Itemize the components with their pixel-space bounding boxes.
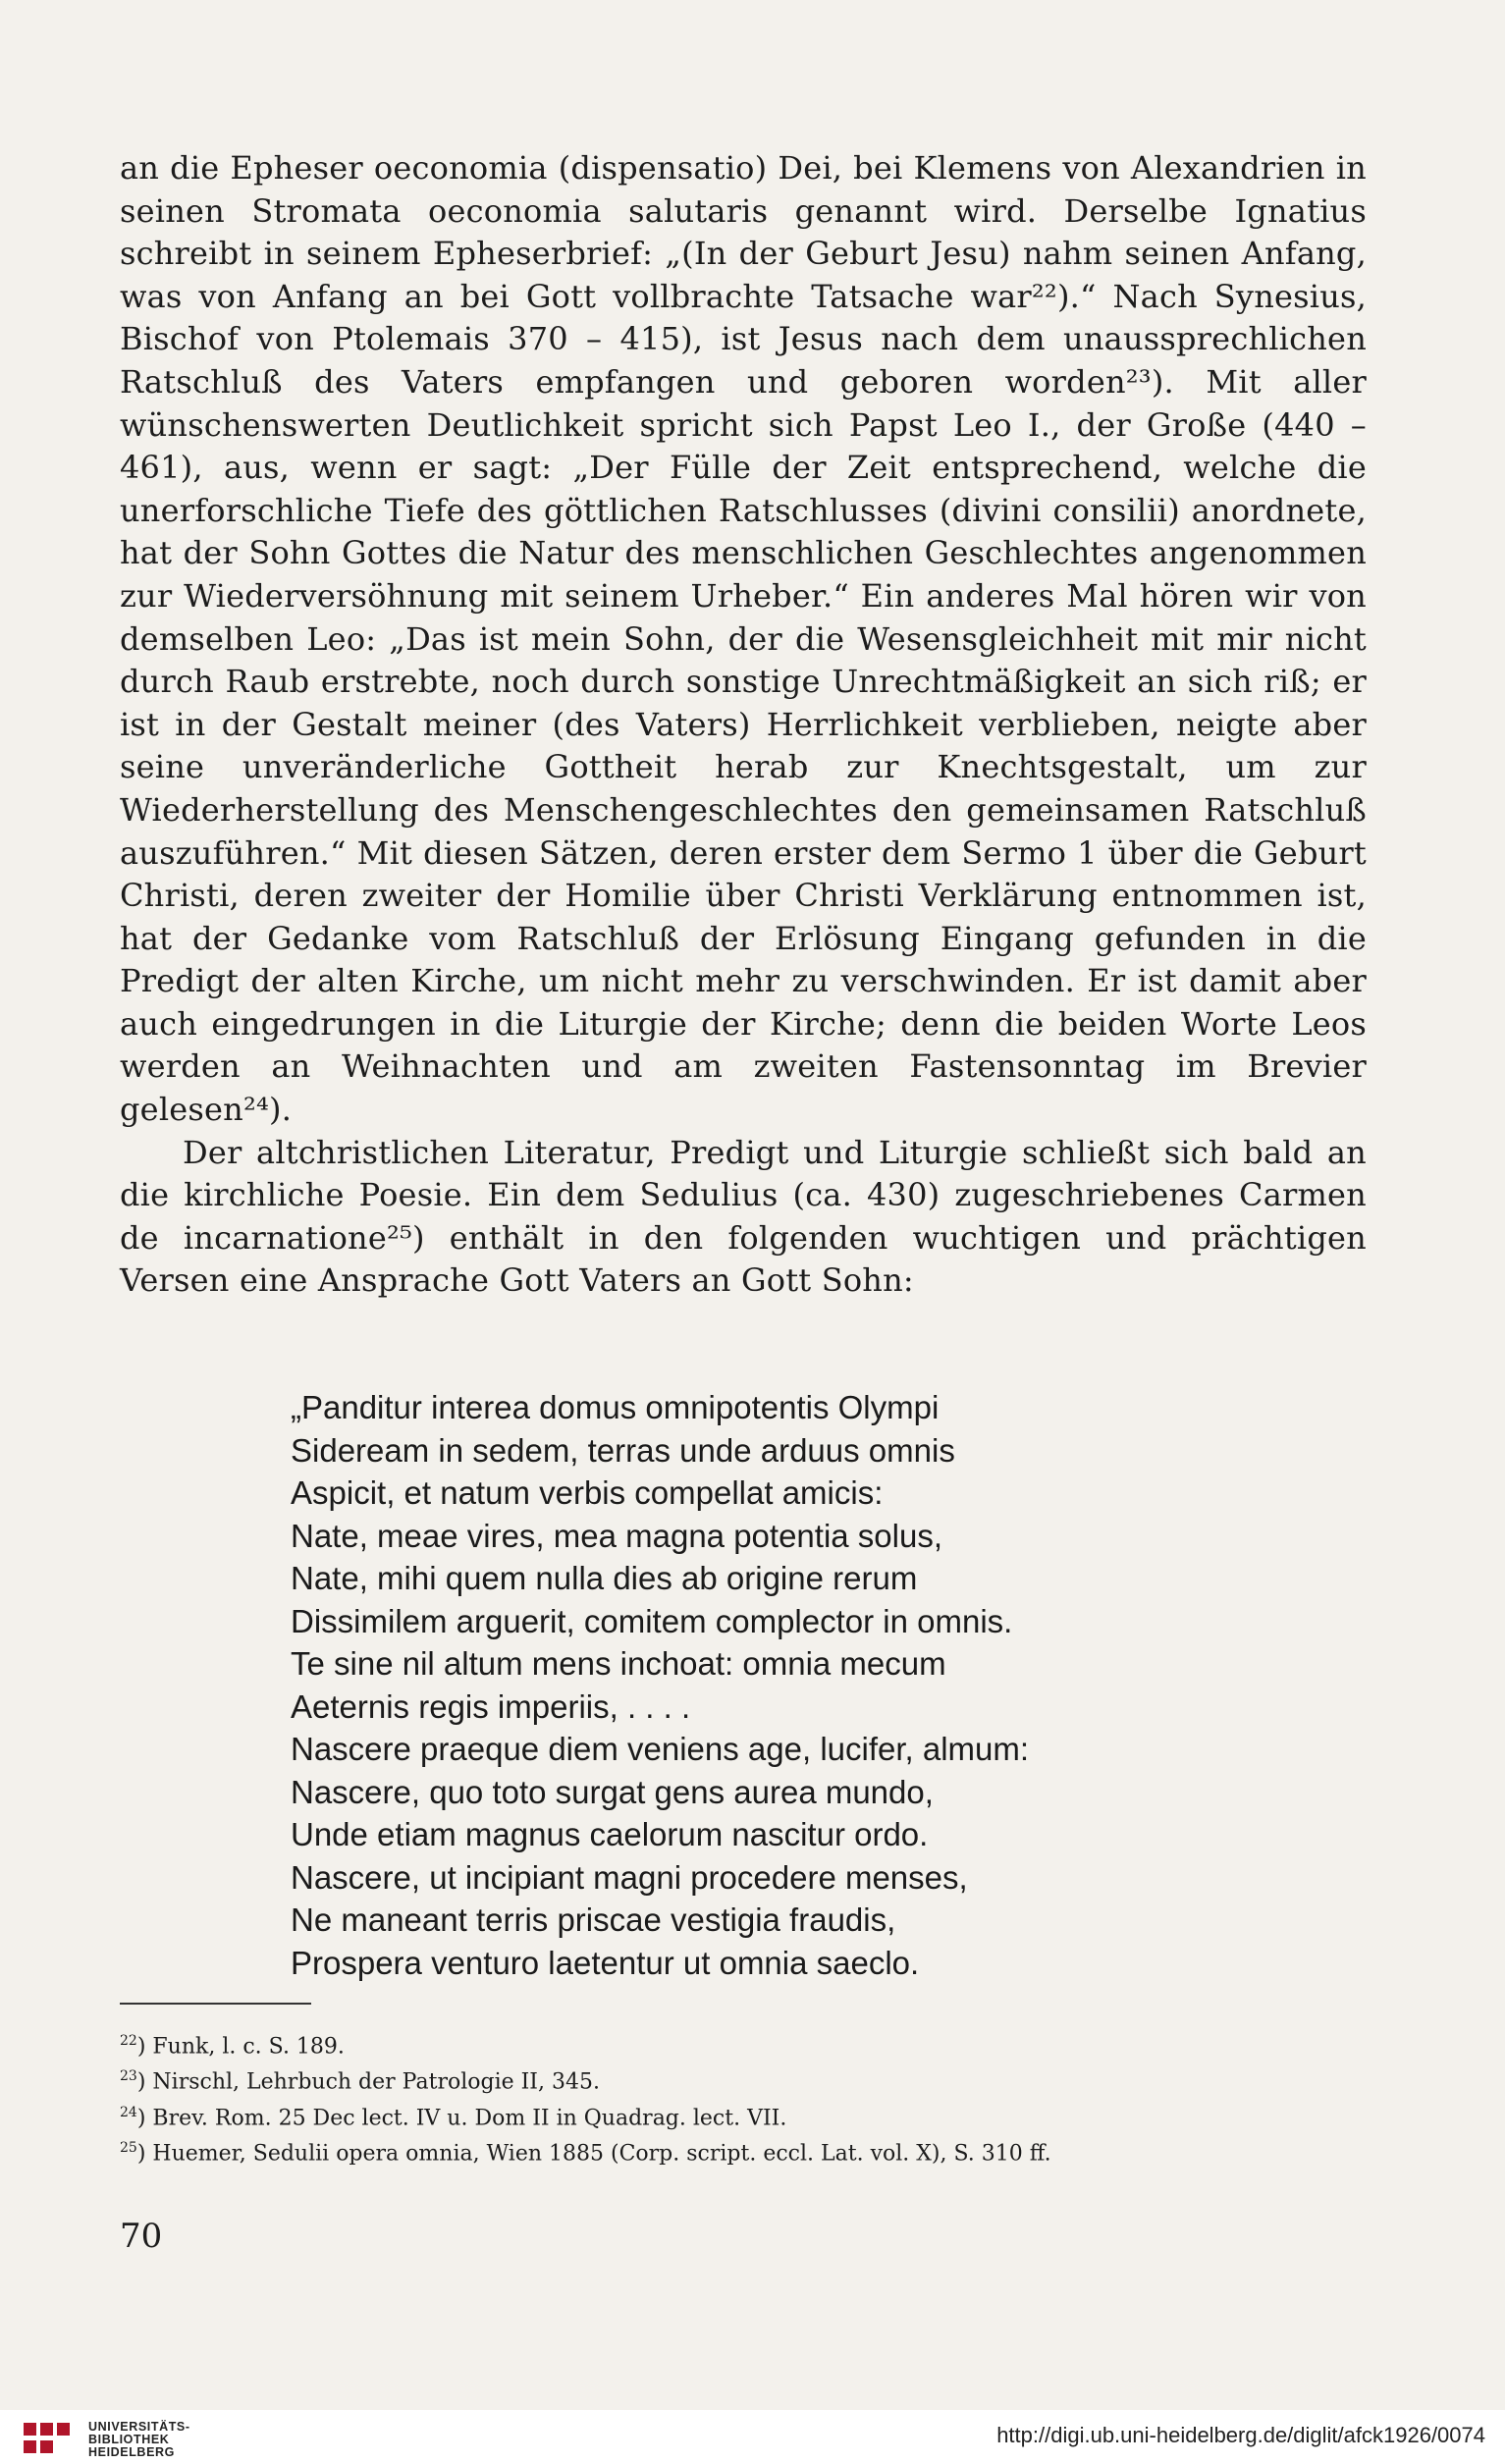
- footnote: $^{22}$) Funk, l. c. S. 189.: [120, 2033, 345, 2060]
- poem-line: Nascere praeque diem veniens age, lucifer, almum:: [291, 1731, 1030, 1767]
- library-name: UNIVERSITÄTS- BIBLIOTHEK HEIDELBERG: [88, 2420, 190, 2459]
- footnote: $^{25}$) Huemer, Sedulii opera omnia, Wien 1885 (Corp. script. eccl. Lat. vol. X), S. 310 ff.: [120, 2139, 1051, 2167]
- footnote: $^{24}$) Brev. Rom. 25 Dec lect. IV u. Dom II in Quadrag. lect. VII.: [120, 2104, 787, 2130]
- library-logo-icon: [22, 2421, 73, 2458]
- footnotes: [120, 2026, 1298, 2169]
- poem-line: Dissimilem arguerit, comitem complector in omnis.: [291, 1602, 1013, 1639]
- poem-line: Nascere, quo toto surgat gens aurea mundo,: [291, 1773, 934, 1810]
- poem-line: Aspicit, et natum verbis compellat amicis:: [291, 1474, 884, 1511]
- footnote: $^{23}$) Nirschl, Lehrbuch der Patrologie II, 345.: [120, 2068, 600, 2095]
- poem-verses: [291, 1386, 1272, 1984]
- poem-line: Nate, meae vires, mea magna potentia solus,: [291, 1517, 943, 1554]
- poem-line: Aeternis regis imperiis, . . . .: [291, 1687, 691, 1725]
- poem-line: Nate, mihi quem nulla dies ab origine rerum: [291, 1560, 918, 1596]
- paragraph-1: an die Epheser oeconomia (dispensatio) Dei, bei Klemens von Alexandrien in seinen Stromata oeconomia salutaris genannt wird. Derselbe Ignatius schreibt in seinem Epheserbrief: „(In der Geburt Jesu) nahm seinen Anfang, was von Anfang an bei Gott vollbrachte Tatsache war²²).“ Nach Synesius, Bischof von Ptolemais 370 – 415), ist Jesus nach dem unaussprechlichen Ratschluß des Vaters empfangen und geboren worden²³). Mit aller wünschenswerten Deutlichkeit spricht sich Papst Leo I., der Große (440 – 461), aus, wenn er sagt: „Der Fülle der Zeit entsprechend, welche die unerforschliche Tiefe des göttlichen Ratschlusses (divini consilii) anordnete, hat der Sohn Gottes die Natur des menschlichen Geschlechtes angenommen zur Wiederversöhnung mit seinem Urheber.“ Ein anderes Mal hören wir von demselben Leo: „Das ist mein Sohn, der die Wesensgleichheit mit mir nicht durch Raub erstrebte, noch durch sonstige Unrechtmäßigkeit an sich riß; er ist in der Gestalt meiner (des Vaters) Herrlichkeit verblieben, neigte aber seine unveränderliche Gottheit herab zur Knechtsgestalt, um zur Wiederherstellung des Menschengeschlechtes den gemeinsamen Ratschluß auszuführen.“ Mit diesen Sätzen, deren erster dem Sermo 1 über die Geburt Christi, deren zweiter der Homilie über Christi Verklärung entnommen ist, hat der Gedanke vom Ratschluß der Erlösung Eingang gefunden in die Predigt der alten Kirche, um nicht mehr zu verschwinden. Er ist damit aber auch eingedrungen in die Liturgie der Kirche; denn die beiden Worte Leos werden an Weihnachten und am zweiten Fastensonntag im Brevier gelesen²⁴).: [120, 149, 1367, 1129]
- paragraph-2: Der altchristlichen Literatur, Predigt und Liturgie schließt sich bald an die kirchliche Poesie. Ein dem Sedulius (ca. 430) zugeschriebenes Carmen de incarnatione²⁵) enthält in den folgenden wuchtigen und prächtigen Versen eine Ansprache Gott Vaters an Gott Sohn:: [120, 1133, 1367, 1300]
- poem-line: Sideream in sedem, terras unde arduus omnis: [291, 1431, 955, 1469]
- source-url-link[interactable]: http://digi.ub.uni-heidelberg.de/diglit/afck1926/0074: [996, 2423, 1485, 2447]
- poem-line: „Panditur interea domus omnipotentis Olympi: [291, 1389, 940, 1425]
- poem-line: Te sine nil altum mens inchoat: omnia mecum: [291, 1645, 946, 1682]
- poem-line: Prospera venturo laetentur ut omnia saeclo.: [291, 1944, 920, 1981]
- page-number: 70: [120, 2217, 163, 2256]
- poem-line: Unde etiam magnus caelorum nascitur ordo.: [291, 1816, 929, 1852]
- poem-line: Nascere, ut incipiant magni procedere menses,: [291, 1858, 968, 1896]
- poem-line: Ne maneant terris priscae vestigia fraudis,: [291, 1902, 896, 1938]
- footnote-divider: [120, 2003, 311, 2005]
- body-text: [120, 147, 1367, 1303]
